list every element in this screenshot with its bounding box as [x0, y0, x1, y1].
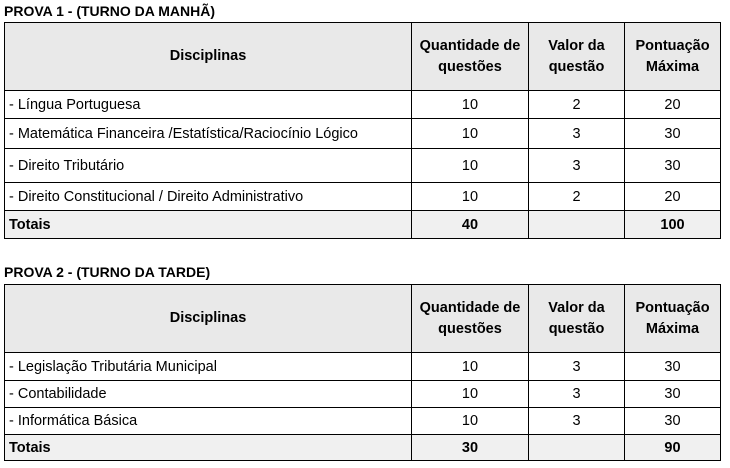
cell-disciplina: - Direito Tributário — [5, 149, 412, 183]
header-pontuacao: Pontuação Máxima — [625, 285, 721, 353]
cell-valor: 3 — [529, 408, 625, 435]
cell-valor: 2 — [529, 91, 625, 119]
cell-quantidade: 10 — [412, 183, 529, 211]
totals-valor — [529, 211, 625, 239]
header-valor: Valor da questão — [529, 285, 625, 353]
table-header-row — [5, 23, 721, 91]
cell-quantidade: 10 — [412, 91, 529, 119]
cell-quantidade: 10 — [412, 408, 529, 435]
cell-valor: 3 — [529, 119, 625, 149]
header-valor: Valor da questão — [529, 23, 625, 91]
totals-row — [5, 211, 721, 239]
totals-pontuacao: 90 — [625, 435, 721, 461]
cell-disciplina: - Legislação Tributária Municipal — [5, 353, 412, 381]
prova2-title: PROVA 2 - (TURNO DA TARDE) — [4, 264, 211, 280]
cell-disciplina: - Contabilidade — [5, 381, 412, 408]
cell-disciplina: - Língua Portuguesa — [5, 91, 412, 119]
cell-disciplina: - Matemática Financeira /Estatística/Raciocínio Lógico — [5, 119, 412, 149]
header-disciplinas: Disciplinas — [5, 285, 412, 353]
cell-disciplina: - Direito Constitucional / Direito Administrativo — [5, 183, 412, 211]
table-row — [5, 91, 721, 119]
table-header-row — [5, 285, 721, 353]
cell-pontuacao: 30 — [625, 381, 721, 408]
totals-label: Totais — [5, 211, 412, 239]
header-quantidade: Quantidade de questões — [412, 285, 529, 353]
cell-pontuacao: 20 — [625, 91, 721, 119]
totals-quantidade: 40 — [412, 211, 529, 239]
cell-disciplina: - Informática Básica — [5, 408, 412, 435]
totals-pontuacao: 100 — [625, 211, 721, 239]
table-row — [5, 119, 721, 149]
cell-valor: 2 — [529, 183, 625, 211]
table-row — [5, 408, 721, 435]
header-quantidade: Quantidade de questões — [412, 23, 529, 91]
cell-quantidade: 10 — [412, 381, 529, 408]
cell-pontuacao: 30 — [625, 353, 721, 381]
cell-pontuacao: 30 — [625, 119, 721, 149]
totals-row — [5, 435, 721, 461]
prova2-table — [4, 284, 721, 461]
totals-label: Totais — [5, 435, 412, 461]
cell-valor: 3 — [529, 353, 625, 381]
totals-valor — [529, 435, 625, 461]
cell-valor: 3 — [529, 381, 625, 408]
cell-pontuacao: 30 — [625, 149, 721, 183]
cell-pontuacao: 20 — [625, 183, 721, 211]
cell-pontuacao: 30 — [625, 408, 721, 435]
prova1-title: PROVA 1 - (TURNO DA MANHÃ) — [4, 3, 216, 19]
table-row — [5, 149, 721, 183]
cell-quantidade: 10 — [412, 119, 529, 149]
header-pontuacao: Pontuação Máxima — [625, 23, 721, 91]
table-row — [5, 353, 721, 381]
header-disciplinas: Disciplinas — [5, 23, 412, 91]
prova1-table — [4, 22, 721, 239]
table-row — [5, 183, 721, 211]
totals-quantidade: 30 — [412, 435, 529, 461]
table-row — [5, 381, 721, 408]
cell-valor: 3 — [529, 149, 625, 183]
cell-quantidade: 10 — [412, 149, 529, 183]
cell-quantidade: 10 — [412, 353, 529, 381]
